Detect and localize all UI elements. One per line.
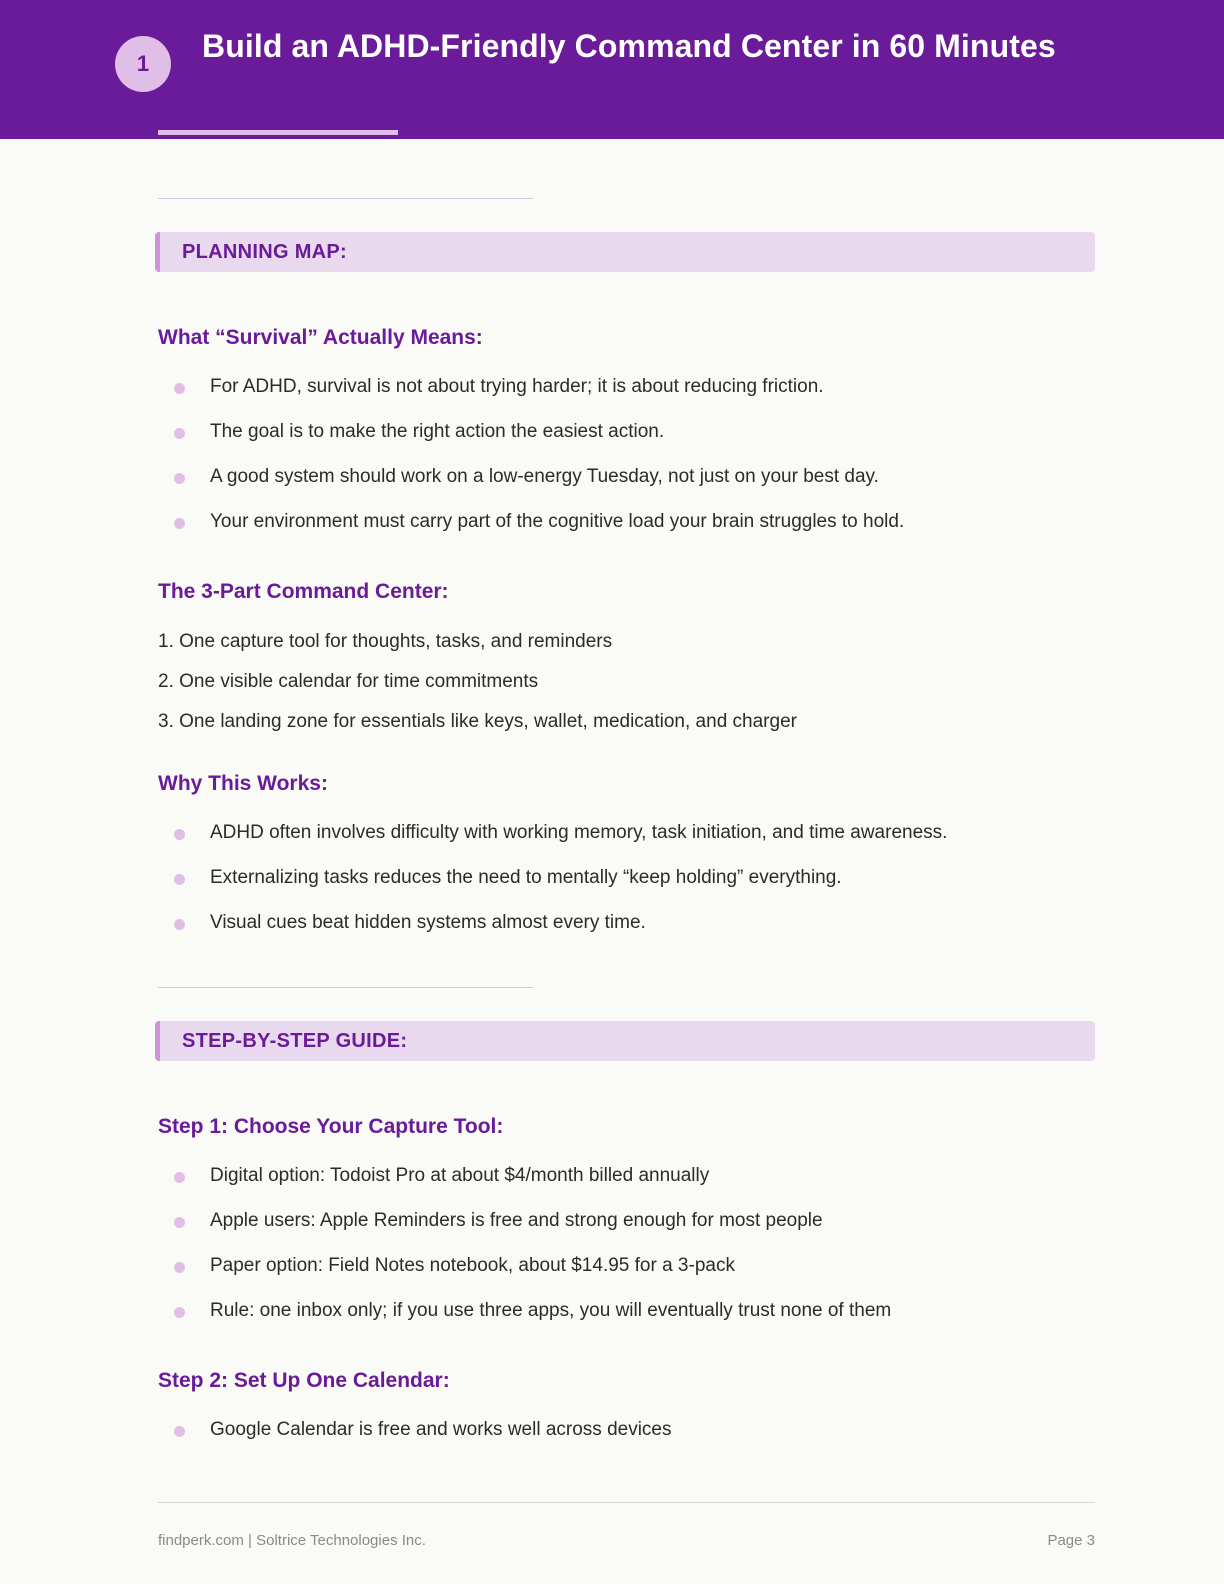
bullet-icon [174, 428, 185, 439]
why-list [158, 817, 1098, 952]
list-item: Digital option: Todoist Pro at about $4/month billed annually [158, 1160, 1098, 1205]
list-item: Visual cues beat hidden systems almost every time. [158, 907, 1098, 952]
planning-map-banner [155, 232, 1095, 272]
page-title: Build an ADHD-Friendly Command Center in 60 Minutes [202, 28, 1056, 64]
bullet-icon [174, 473, 185, 484]
list-item: 1. One capture tool for thoughts, tasks, and reminders [158, 631, 613, 652]
survival-list [158, 371, 1098, 551]
bullet-icon [174, 1217, 185, 1228]
list-item: Rule: one inbox only; if you use three apps, you will eventually trust none of them [158, 1295, 1098, 1340]
step1-heading: Step 1: Choose Your Capture Tool: [158, 1115, 504, 1138]
step-guide-title: STEP-BY-STEP GUIDE: [182, 1030, 408, 1052]
bullet-icon [174, 919, 185, 930]
list-item: Externalizing tasks reduces the need to mentally “keep holding” everything. [158, 862, 1098, 907]
list-item: 2. One visible calendar for time commitments [158, 671, 539, 692]
header-accent-bar [158, 130, 398, 135]
why-heading: Why This Works: [158, 772, 328, 795]
list-item: Paper option: Field Notes notebook, about $14.95 for a 3-pack [158, 1250, 1098, 1295]
bullet-icon [174, 383, 185, 394]
step-guide-banner [155, 1021, 1095, 1061]
page-header [0, 0, 1224, 139]
bullet-icon [174, 1307, 185, 1318]
footer-divider [158, 1502, 1095, 1503]
list-item: The goal is to make the right action the easiest action. [158, 416, 1098, 461]
list-item: For ADHD, survival is not about trying harder; it is about reducing friction. [158, 371, 1098, 416]
footer-source: findperk.com | Soltrice Technologies Inc. [158, 1532, 426, 1549]
chapter-number-badge: 1 [115, 36, 171, 92]
list-item: Google Calendar is free and works well across devices [158, 1414, 1098, 1459]
command-center-heading: The 3-Part Command Center: [158, 580, 449, 603]
bullet-icon [174, 1426, 185, 1437]
survival-heading: What “Survival” Actually Means: [158, 326, 483, 349]
list-item: A good system should work on a low-energy Tuesday, not just on your best day. [158, 461, 1098, 506]
bullet-icon [174, 518, 185, 529]
list-item: 3. One landing zone for essentials like keys, wallet, medication, and charger [158, 711, 797, 732]
section-divider [158, 987, 533, 988]
section-divider [158, 198, 533, 199]
command-center-list [158, 627, 797, 747]
bullet-icon [174, 874, 185, 885]
page-number: Page 3 [1047, 1532, 1095, 1549]
bullet-icon [174, 1262, 185, 1273]
list-item: Your environment must carry part of the cognitive load your brain struggles to hold. [158, 506, 1098, 551]
bullet-icon [174, 1172, 185, 1183]
planning-map-title: PLANNING MAP: [182, 241, 348, 263]
bullet-icon [174, 829, 185, 840]
list-item: Apple users: Apple Reminders is free and strong enough for most people [158, 1205, 1098, 1250]
step1-list [158, 1160, 1098, 1340]
list-item: ADHD often involves difficulty with working memory, task initiation, and time awareness. [158, 817, 1098, 862]
step2-list [158, 1414, 1098, 1459]
step2-heading: Step 2: Set Up One Calendar: [158, 1369, 450, 1392]
